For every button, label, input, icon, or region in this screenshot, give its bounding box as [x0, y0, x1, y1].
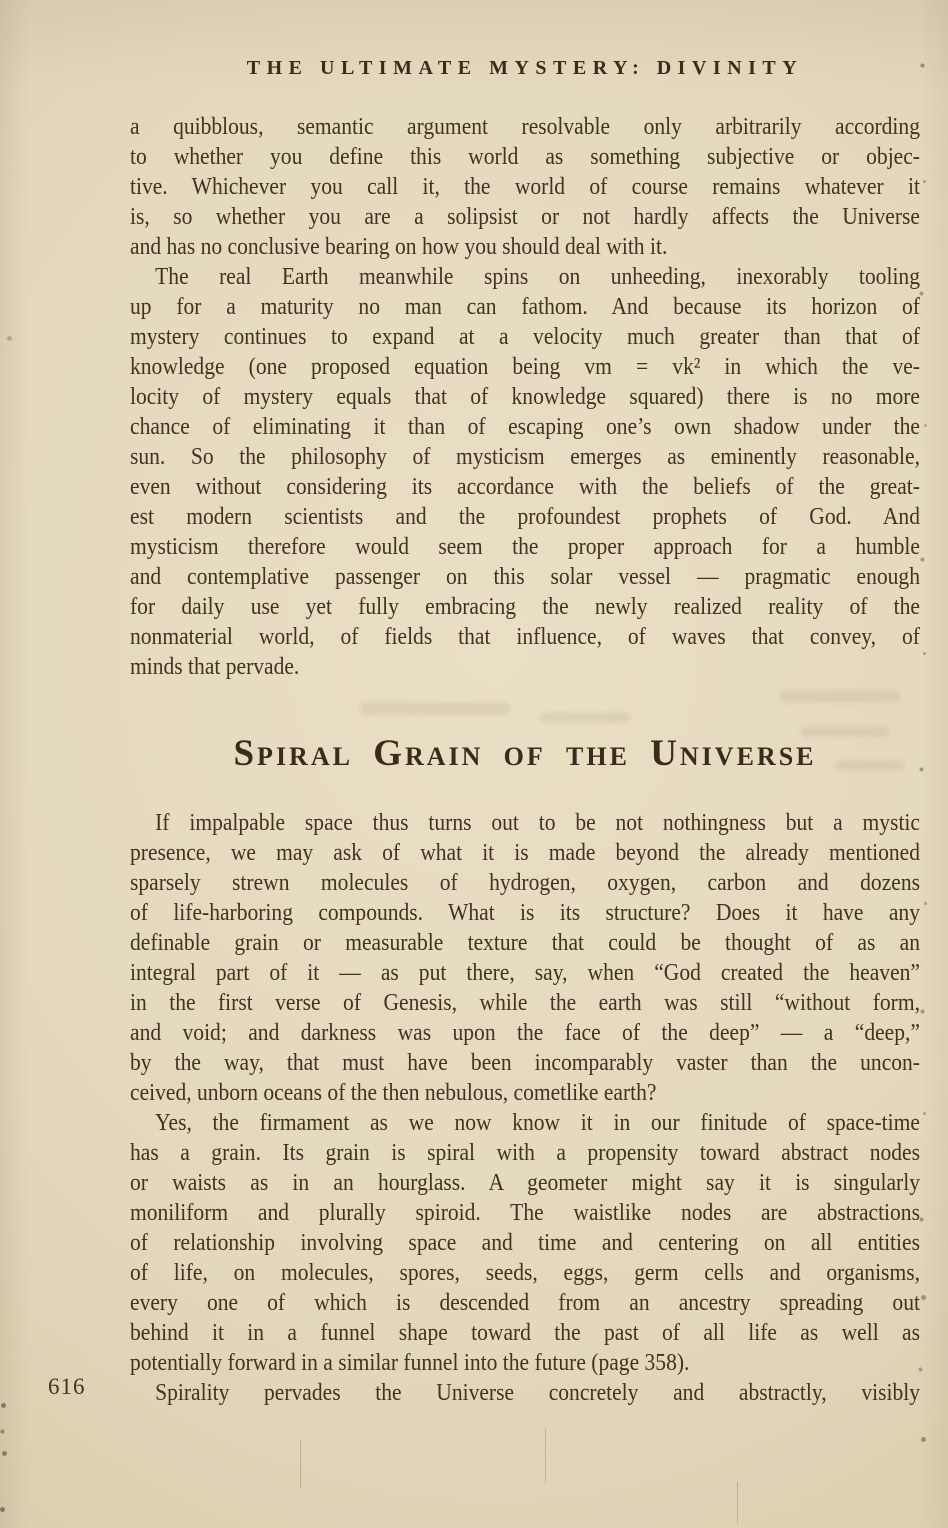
- paper-fiber: [545, 1428, 546, 1483]
- text-line: tive. Whichever you call it, the world of course remains whatever it: [130, 174, 920, 200]
- text-line: up for a maturity no man can fathom. And because its horizon of: [130, 294, 920, 320]
- paragraph: [130, 262, 920, 682]
- text-line: of life-harboring compounds. What is its structure? Does it have any: [130, 900, 920, 926]
- text-line: locity of mystery equals that of knowledge squared) there is no more: [130, 384, 920, 410]
- running-header: THE ULTIMATE MYSTERY: DIVINITY: [246, 57, 804, 79]
- text-line: nonmaterial world, of fields that influence, of waves that convey, of: [130, 624, 920, 650]
- text-line: potentially forward in a similar funnel into the future (page 358).: [130, 1350, 690, 1376]
- paragraph: [130, 1108, 920, 1378]
- text-line: If impalpable space thus turns out to be not nothingness but a mystic: [155, 810, 920, 836]
- showthrough-smudge: [540, 712, 630, 723]
- showthrough-smudge: [835, 760, 905, 771]
- text-line: is, so whether you are a solipsist or not hardly affects the Universe: [130, 204, 920, 230]
- text-line: mystery continues to expand at a velocity much greater than that of: [130, 324, 920, 350]
- text-line: sun. So the philosophy of mysticism emerges as eminently reasonable,: [130, 444, 920, 470]
- section-heading: Spiral Grain of the Universe: [233, 733, 817, 774]
- text-column: [130, 112, 920, 1408]
- text-line: definable grain or measurable texture that could be thought of as an: [130, 930, 920, 956]
- paper-fiber: [737, 1482, 738, 1524]
- text-line: knowledge (one proposed equation being vm = vk² in which the ve-: [130, 354, 920, 380]
- paper-fiber: [300, 1440, 301, 1488]
- text-line: for daily use yet fully embracing the newly realized reality of the: [130, 594, 920, 620]
- text-line: est modern scientists and the profoundest prophets of God. And: [130, 504, 920, 530]
- text-line: has a grain. Its grain is spiral with a propensity toward abstract nodes: [130, 1140, 920, 1166]
- page-number: 616: [48, 1374, 86, 1399]
- text-line: of life, on molecules, spores, seeds, eggs, germ cells and organisms,: [130, 1260, 920, 1286]
- text-line: The real Earth meanwhile spins on unheeding, inexorably tooling: [155, 264, 920, 290]
- text-line: presence, we may ask of what it is made beyond the already mentioned: [130, 840, 920, 866]
- text-line: integral part of it — as put there, say, when “God created the heaven”: [130, 960, 920, 986]
- paragraph: [130, 808, 920, 1108]
- text-line: chance of eliminating it than of escaping one’s own shadow under the: [130, 414, 920, 440]
- text-line: and has no conclusive bearing on how you should deal with it.: [130, 234, 668, 260]
- text-line: or waists as in an hourglass. A geometer might say it is singularly: [130, 1170, 920, 1196]
- text-line: Spirality pervades the Universe concretely and abstractly, visibly: [155, 1380, 920, 1406]
- text-line: and void; and darkness was upon the face of the deep” — a “deep,”: [130, 1020, 920, 1046]
- text-line: every one of which is descended from an ancestry spreading out: [130, 1290, 920, 1316]
- page-edge-specks: [0, 0, 3, 3]
- text-line: a quibblous, semantic argument resolvable only arbitrarily according: [130, 114, 920, 140]
- text-line: in the first verse of Genesis, while the earth was still “without form,: [130, 990, 920, 1016]
- text-line: and contemplative passenger on this solar vessel — pragmatic enough: [130, 564, 920, 590]
- text-line: behind it in a funnel shape toward the past of all life as well as: [130, 1320, 920, 1346]
- showthrough-smudge: [780, 690, 900, 703]
- text-line: ceived, unborn oceans of the then nebulous, cometlike earth?: [130, 1080, 657, 1106]
- text-line: even without considering its accordance with the beliefs of the great-: [130, 474, 920, 500]
- paragraph: [130, 1378, 920, 1408]
- text-line: moniliform and plurally spiroid. The waistlike nodes are abstractions: [130, 1200, 920, 1226]
- showthrough-smudge: [800, 726, 890, 737]
- paragraph: [130, 112, 920, 262]
- text-line: Yes, the firmament as we now know it in our finitude of space-time: [155, 1110, 920, 1136]
- text-line: to whether you define this world as something subjective or objec-: [130, 144, 920, 170]
- text-line: minds that pervade.: [130, 654, 300, 680]
- text-line: sparsely strewn molecules of hydrogen, oxygen, carbon and dozens: [130, 870, 920, 896]
- text-line: mysticism therefore would seem the proper approach for a humble: [130, 534, 920, 560]
- text-line: of relationship involving space and time and centering on all entities: [130, 1230, 920, 1256]
- text-line: by the way, that must have been incomparably vaster than the uncon-: [130, 1050, 920, 1076]
- showthrough-smudge: [360, 702, 510, 715]
